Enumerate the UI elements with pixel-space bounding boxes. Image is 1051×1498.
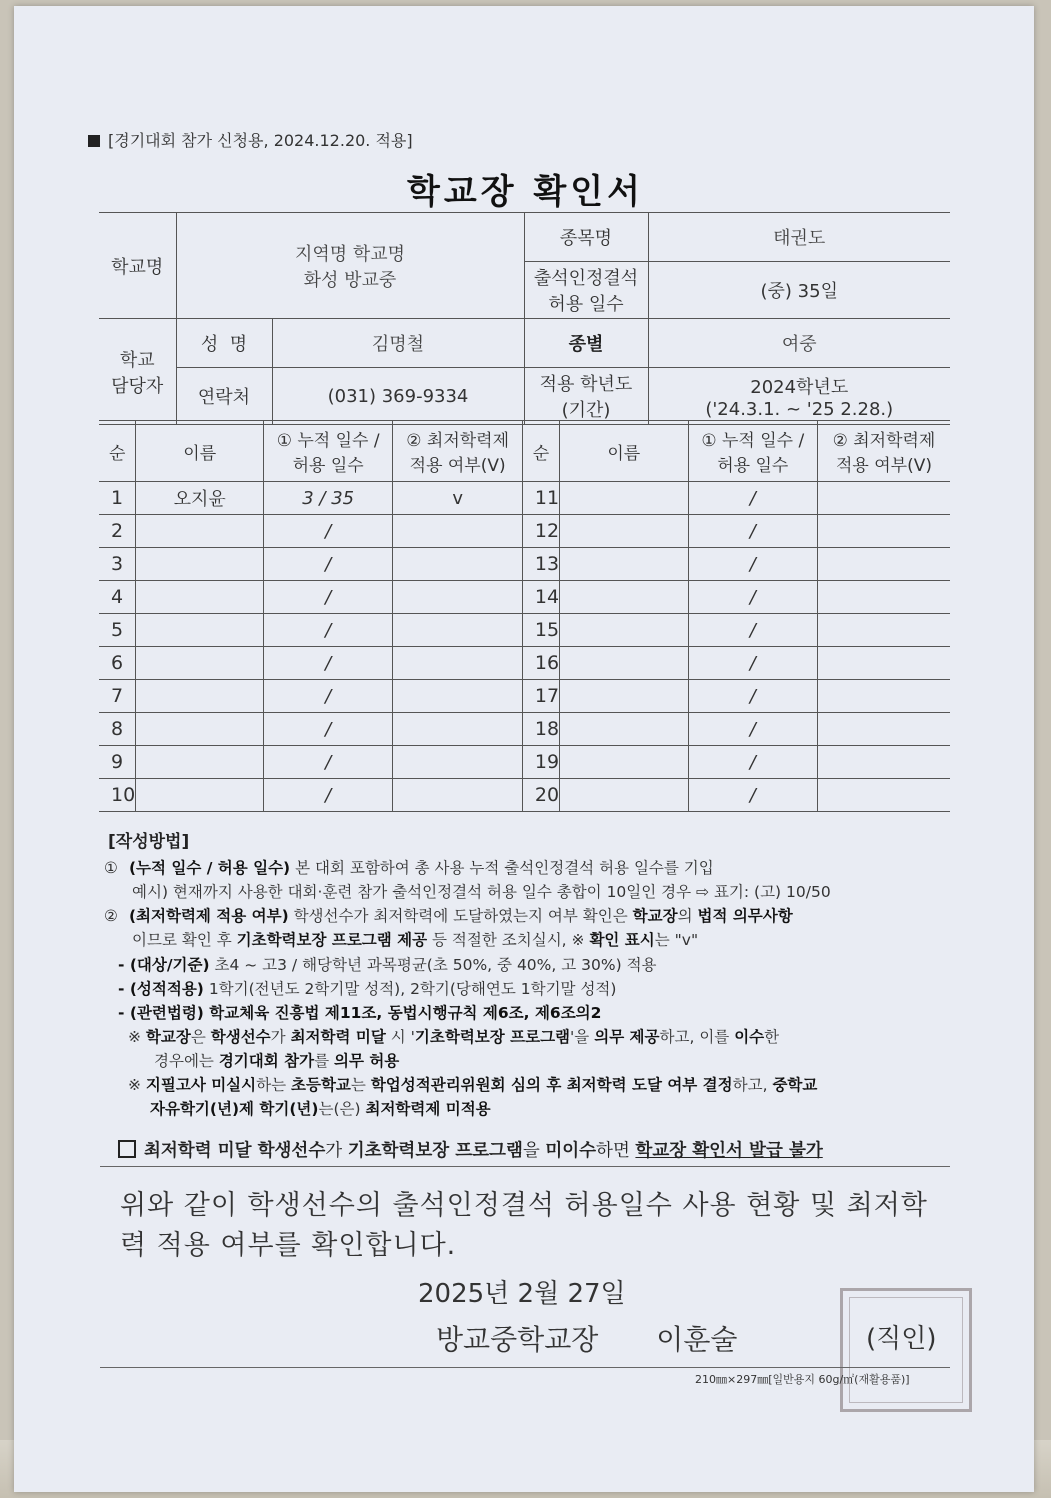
warning-f: 하면	[596, 1141, 636, 1161]
school-head: 방교중학교장	[436, 1323, 599, 1356]
header-min-line2: 적용 여부(V)	[835, 456, 932, 476]
row-min	[393, 548, 522, 581]
row-no: 8	[99, 713, 136, 746]
header-days-left	[263, 421, 392, 482]
row-days-right: /	[688, 581, 817, 614]
warning-line	[118, 1137, 823, 1162]
row-no: 9	[99, 746, 136, 779]
row-no: 6	[99, 647, 136, 680]
form-header	[88, 128, 413, 151]
circle-1: ①	[104, 859, 118, 877]
instruction-2-text2: 의	[677, 907, 698, 925]
instruction-1	[104, 856, 954, 904]
note1-c: 은	[190, 1028, 211, 1046]
grades-text: 1학기(전년도 2학기말 성적), 2학기(당해연도 1학기말 성적)	[203, 980, 617, 998]
bottom-divider	[100, 1367, 950, 1368]
table-row	[99, 680, 950, 713]
row-min-right	[817, 581, 950, 614]
row-min-right	[817, 779, 950, 812]
table-row	[99, 482, 950, 515]
row-days: /	[263, 713, 392, 746]
year-value-line1: 2024학년도	[750, 376, 849, 398]
row-days-right: /	[688, 548, 817, 581]
row-min	[393, 779, 522, 812]
row-days: /	[263, 746, 392, 779]
event-label: 종목명	[524, 213, 648, 262]
row-days: /	[263, 581, 392, 614]
note2-line2-c: 최저학력제 미적용	[365, 1100, 491, 1118]
instruction-1-text: 본 대회 포함하여 총 사용 누적 출석인정결석 허용 일수를 기입	[290, 859, 714, 877]
row-min	[393, 581, 522, 614]
paper-spec: 210㎜×297㎜[일반용지 60g/㎡(재활용품)]	[695, 1373, 910, 1386]
row-min-right	[817, 548, 950, 581]
table-row	[99, 779, 950, 812]
note1-d: 학생선수	[210, 1028, 271, 1046]
row-name-right	[560, 746, 688, 779]
warning-b: 가	[325, 1141, 348, 1161]
note2-c: 하는	[256, 1076, 292, 1094]
form-header-text: [경기대회 참가 신청용, 2024.12.20. 적용]	[108, 131, 413, 150]
confirmation-text: 위와 같이 학생선수의 출석인정결석 허용일수 사용 현황 및 최저학력 적용 여부를 확인합니다.	[120, 1190, 928, 1261]
instruction-2-bold2: 학교장	[632, 907, 678, 925]
year-value-line2: ('24.3.1. ~ '25 2.28.)	[705, 398, 894, 420]
target-text: 초4 ~ 고3 / 해당학년 과목평균(초 50%, 중 40%, 고 30%) 적용	[209, 956, 657, 974]
row-min-right	[817, 680, 950, 713]
manager-label-line1: 학교	[119, 349, 155, 371]
row-min	[393, 515, 522, 548]
year-label-line1: 적용 학년도	[539, 374, 633, 395]
row-name-right	[560, 581, 688, 614]
name-label: 성 명	[176, 319, 272, 368]
issue-date: 2025년 2월 27일	[418, 1279, 626, 1309]
row-min	[393, 680, 522, 713]
header-days-line2: 허용 일수	[292, 456, 364, 476]
instruction-2-line2-d: 확인 표시	[589, 931, 655, 949]
instruction-2-line2-b: 기초학력보장 프로그램 제공	[236, 931, 428, 949]
note2-h: 중학교	[772, 1076, 818, 1094]
table-row	[99, 713, 950, 746]
document-title: 학교장 확인서	[407, 172, 644, 212]
law-text: 학교체육 진흥법 제11조, 동법시행규칙 제6조, 제6조의2	[203, 1004, 602, 1022]
contact-value: (031) 369-9334	[272, 368, 524, 425]
note1-i: '을	[570, 1028, 595, 1046]
instruction-law	[118, 1001, 958, 1025]
instruction-note-2	[128, 1073, 948, 1121]
row-days: /	[263, 779, 392, 812]
note1-line2-c: 를	[314, 1052, 334, 1070]
student-table	[99, 420, 950, 812]
note1-l: 이수	[734, 1028, 765, 1046]
note1-g: 시 '	[385, 1028, 415, 1046]
header-days-right	[688, 421, 817, 482]
event-value: 태권도	[648, 213, 950, 262]
row-name	[136, 647, 263, 680]
row-days: 3 / 35	[263, 482, 392, 515]
instructions-title: [작성방법]	[108, 832, 190, 852]
row-name-right	[560, 614, 688, 647]
absence-value: (중) 35일	[648, 262, 950, 319]
row-no: 4	[99, 581, 136, 614]
instruction-2-bold3: 법적 의무사항	[697, 907, 793, 925]
contact-label: 연락처	[176, 368, 272, 425]
row-days: /	[263, 515, 392, 548]
table-row	[99, 746, 950, 779]
header-min-line1: ② 최저학력제	[406, 431, 510, 451]
row-no-right: 20	[522, 779, 559, 812]
divider	[100, 1166, 950, 1167]
absence-label-line1: 출석인정결석	[533, 268, 639, 289]
row-no-right: 14	[522, 581, 559, 614]
row-days: /	[263, 548, 392, 581]
row-name	[136, 779, 263, 812]
row-no-right: 11	[522, 482, 559, 515]
note1-b: 학교장	[145, 1028, 191, 1046]
row-days: /	[263, 647, 392, 680]
school-cell	[176, 213, 524, 319]
year-label	[524, 368, 648, 425]
row-name-right	[560, 680, 688, 713]
law-bold: - (관련법령)	[118, 1004, 204, 1022]
type-label: 종별	[524, 319, 648, 368]
header-min-line1: ② 최저학력제	[832, 431, 936, 451]
note1-j: 의무 제공	[594, 1028, 660, 1046]
note2-line2	[128, 1097, 948, 1121]
name-value: 김명철	[272, 319, 524, 368]
note2-line2-b: 는(은)	[318, 1100, 366, 1118]
header-days-line2: 허용 일수	[717, 456, 789, 476]
row-name	[136, 713, 263, 746]
square-bullet-icon	[88, 135, 100, 147]
header-name-right: 이름	[560, 421, 688, 482]
instruction-2	[104, 904, 954, 952]
row-no: 2	[99, 515, 136, 548]
row-name: 오지윤	[136, 482, 263, 515]
row-no-right: 12	[522, 515, 559, 548]
instruction-2-line2-c: 등 적절한 조치실시, ※	[427, 931, 590, 949]
header-min-line2: 적용 여부(V)	[409, 456, 506, 476]
note1-m: 한	[764, 1028, 780, 1046]
warning-d: 을	[522, 1141, 546, 1161]
row-days-right: /	[688, 614, 817, 647]
row-no-right: 18	[522, 713, 559, 746]
manager-label-line2: 담당자	[111, 375, 164, 397]
instruction-2-line2-e: 는 "v"	[654, 931, 699, 949]
row-min	[393, 614, 522, 647]
instruction-2-line2-a: 이므로 확인 후	[132, 931, 237, 949]
row-days-right: /	[688, 779, 817, 812]
row-min-right	[817, 713, 950, 746]
row-min-right	[817, 482, 950, 515]
note1-line2-d: 의무 허용	[333, 1052, 400, 1070]
header-no-right: 순	[522, 421, 559, 482]
warning-a: 최저학력 미달 학생선수	[144, 1141, 326, 1161]
school-value: 화성 방교중	[303, 269, 397, 291]
note2-line2-a: 자유학기(년)제 학기(년)	[150, 1100, 319, 1118]
row-no-right: 15	[522, 614, 559, 647]
signer-line	[436, 1318, 737, 1358]
seal-label: (직인)	[866, 1324, 937, 1354]
row-name	[136, 581, 263, 614]
note1-k: 하고, 이를	[659, 1028, 735, 1046]
header-min-right	[817, 421, 950, 482]
table-row	[99, 614, 950, 647]
row-name-right	[560, 515, 688, 548]
note2-f: 학업성적관리위원회 심의 후 최저학력 도달 여부 결정	[370, 1076, 733, 1094]
row-days-right: /	[688, 647, 817, 680]
absence-label	[524, 262, 648, 319]
row-min-right	[817, 647, 950, 680]
row-no: 1	[99, 482, 136, 515]
row-min	[393, 647, 522, 680]
table-row	[99, 548, 950, 581]
row-name-right	[560, 647, 688, 680]
row-days-right: /	[688, 713, 817, 746]
note2-d: 초등학교	[291, 1076, 351, 1094]
row-min	[393, 746, 522, 779]
note1-line2	[128, 1049, 948, 1073]
row-min	[393, 713, 522, 746]
table-row	[99, 581, 950, 614]
circle-2: ②	[104, 907, 118, 925]
row-min: v	[393, 482, 522, 515]
header-days-line1: ① 누적 일수 /	[701, 431, 805, 451]
row-name	[136, 746, 263, 779]
instruction-note-1	[128, 1025, 948, 1073]
note2-e: 는	[350, 1076, 371, 1094]
instruction-1-bold: (누적 일수 / 허용 일수)	[128, 859, 291, 877]
instruction-1-example: 예시) 현재까지 사용한 대회·훈련 참가 출석인정결석 허용 일수 총합이 10일인 경우 ⇨ 표기: (고) 10/50	[132, 883, 831, 901]
instruction-grades	[118, 977, 958, 1001]
note2-g: 하고,	[732, 1076, 773, 1094]
row-min-right	[817, 515, 950, 548]
warning-g: 학교장 확인서 발급 불가	[635, 1141, 823, 1161]
manager-label	[99, 319, 176, 425]
row-no: 5	[99, 614, 136, 647]
row-no: 3	[99, 548, 136, 581]
note1-f: 최저학력 미달	[290, 1028, 386, 1046]
row-days: /	[263, 680, 392, 713]
note1-line2-a: 경우에는	[154, 1052, 219, 1070]
principal-name: 이훈술	[656, 1323, 738, 1356]
row-no: 10	[99, 779, 136, 812]
note1-h: 기초학력보장 프로그램	[414, 1028, 571, 1046]
school-label: 학교명	[99, 213, 176, 319]
header-min-left	[393, 421, 522, 482]
header-name-left: 이름	[136, 421, 263, 482]
row-min-right	[817, 746, 950, 779]
row-days-right: /	[688, 680, 817, 713]
row-days-right: /	[688, 515, 817, 548]
note2-mark: ※	[128, 1076, 146, 1094]
instruction-2-bold: (최저학력제 적용 여부)	[128, 907, 289, 925]
row-no-right: 19	[522, 746, 559, 779]
row-name-right	[560, 779, 688, 812]
table-row	[99, 647, 950, 680]
table-row	[99, 515, 950, 548]
instruction-2-text: 학생선수가 최저학력에 도달하였는지 여부 확인은	[288, 907, 633, 925]
header-no-left: 순	[99, 421, 136, 482]
type-value: 여중	[648, 319, 950, 368]
school-hint: 지역명 학교명	[294, 243, 406, 265]
header-days-line1: ① 누적 일수 /	[276, 431, 380, 451]
note1-line2-b: 경기대회 참가	[218, 1052, 315, 1070]
row-min-right	[817, 614, 950, 647]
row-name-right	[560, 548, 688, 581]
row-name-right	[560, 482, 688, 515]
note2-b: 지필고사 미실시	[145, 1076, 257, 1094]
row-name-right	[560, 713, 688, 746]
row-name	[136, 680, 263, 713]
warning-e: 미이수	[545, 1141, 597, 1161]
row-days-right: /	[688, 482, 817, 515]
row-days-right: /	[688, 746, 817, 779]
absence-label-line2: 허용 일수	[548, 294, 624, 315]
row-no: 7	[99, 680, 136, 713]
row-name	[136, 548, 263, 581]
note1-mark: ※	[128, 1028, 146, 1046]
instruction-2-line2	[104, 928, 954, 952]
school-info-table	[99, 212, 950, 425]
year-value	[648, 368, 950, 425]
target-bold: - (대상/기준)	[118, 956, 210, 974]
instruction-target	[118, 953, 958, 977]
year-label-line2: (기간)	[561, 400, 611, 421]
warning-c: 기초학력보장 프로그램	[347, 1141, 523, 1161]
row-no-right: 16	[522, 647, 559, 680]
note1-e: 가	[270, 1028, 291, 1046]
arrow-box-icon	[118, 1140, 136, 1158]
row-no-right: 13	[522, 548, 559, 581]
row-days: /	[263, 614, 392, 647]
row-name	[136, 515, 263, 548]
row-name	[136, 614, 263, 647]
row-no-right: 17	[522, 680, 559, 713]
grades-bold: - (성적적용)	[118, 980, 204, 998]
